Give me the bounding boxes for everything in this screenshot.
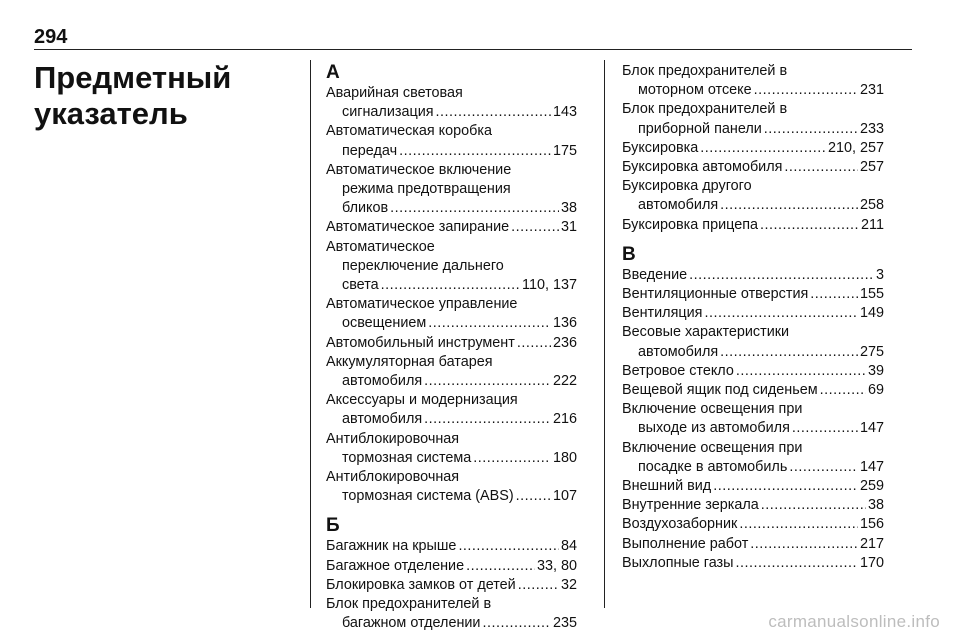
index-entry[interactable] bbox=[622, 323, 884, 361]
index-entry-line bbox=[326, 576, 577, 595]
index-entry[interactable] bbox=[326, 122, 577, 160]
page-reference[interactable]: 33, 80 bbox=[536, 557, 577, 574]
index-entry-text: приборной панели bbox=[638, 120, 762, 137]
index-entry-line bbox=[326, 537, 577, 556]
index-entry[interactable] bbox=[622, 304, 884, 323]
index-entry-line bbox=[326, 557, 577, 576]
index-entry-text: Выполнение работ bbox=[622, 535, 749, 552]
index-entry-text: Автоматическое управление bbox=[326, 296, 518, 313]
index-entry-line bbox=[622, 477, 884, 496]
dot-leader bbox=[736, 362, 866, 381]
index-entry[interactable] bbox=[622, 139, 884, 158]
page-title-line: Предметный bbox=[34, 60, 232, 95]
index-entry-text: тормозная система (ABS) bbox=[342, 488, 514, 505]
index-entry[interactable] bbox=[326, 595, 577, 633]
index-entry-line bbox=[622, 81, 884, 100]
page-title bbox=[34, 60, 231, 132]
page-reference[interactable]: 211 bbox=[861, 216, 884, 233]
index-entry-line bbox=[622, 458, 884, 477]
dot-leader bbox=[424, 372, 551, 391]
index-entry[interactable] bbox=[326, 218, 577, 237]
index-entry-line bbox=[622, 266, 884, 285]
dot-leader bbox=[789, 458, 858, 477]
index-entry-line bbox=[622, 554, 884, 573]
dot-leader bbox=[473, 449, 551, 468]
index-entry-line bbox=[622, 120, 884, 139]
page-reference[interactable]: 84 bbox=[560, 538, 577, 555]
index-entry-text: Внешний вид bbox=[622, 478, 712, 495]
page-reference[interactable]: 236 bbox=[552, 334, 577, 351]
index-entry-line bbox=[622, 177, 884, 196]
index-entry[interactable] bbox=[326, 238, 577, 296]
index-entry-line bbox=[326, 410, 577, 429]
index-entry-line bbox=[622, 304, 884, 323]
index-entry-text: Внутренние зеркала bbox=[622, 497, 759, 514]
index-entry[interactable] bbox=[326, 161, 577, 219]
dot-leader bbox=[736, 554, 858, 573]
index-entry-line bbox=[622, 343, 884, 362]
index-entry[interactable] bbox=[622, 62, 884, 100]
index-entry-text: выходе из автомобиля bbox=[638, 420, 790, 437]
dot-leader bbox=[761, 496, 866, 515]
index-column-2 bbox=[622, 62, 884, 573]
index-entry-text: тормозная система bbox=[342, 449, 472, 466]
dot-leader bbox=[792, 419, 858, 438]
page-title-line: указатель bbox=[34, 96, 188, 131]
page-reference[interactable]: 155 bbox=[859, 286, 884, 303]
dot-leader bbox=[518, 576, 559, 595]
index-entry-line bbox=[326, 103, 577, 122]
dot-leader bbox=[704, 304, 858, 323]
index-entry-line bbox=[622, 196, 884, 215]
index-entry[interactable] bbox=[622, 381, 884, 400]
dot-leader bbox=[764, 120, 858, 139]
page-reference[interactable]: 222 bbox=[552, 373, 577, 390]
index-entry[interactable] bbox=[622, 285, 884, 304]
index-entry-text: бликов bbox=[342, 200, 389, 217]
dot-leader bbox=[466, 557, 535, 576]
dot-leader bbox=[424, 410, 551, 429]
index-entry-line bbox=[326, 334, 577, 353]
page-reference[interactable]: 147 bbox=[859, 420, 884, 437]
index-entry-line bbox=[326, 468, 577, 487]
index-entry-text: багажном отделении bbox=[342, 615, 481, 632]
index-entry[interactable] bbox=[622, 477, 884, 496]
section-letter: Б bbox=[326, 515, 340, 537]
dot-leader bbox=[784, 158, 858, 177]
page-reference[interactable]: 156 bbox=[859, 516, 884, 533]
index-entry-text: Автоматическое запирание bbox=[326, 219, 510, 236]
page-reference[interactable]: 39 bbox=[867, 362, 884, 379]
index-entry-line bbox=[326, 295, 577, 314]
index-entry[interactable] bbox=[326, 430, 577, 468]
index-entry-line bbox=[326, 142, 577, 161]
index-entry-text: Блок предохранителей в bbox=[622, 63, 788, 79]
index-entry-line bbox=[622, 381, 884, 400]
dot-leader bbox=[689, 266, 874, 285]
page-reference[interactable]: 180 bbox=[552, 449, 577, 466]
index-entry-text: автомобиля bbox=[638, 343, 719, 360]
dot-leader bbox=[720, 196, 858, 215]
index-entry[interactable] bbox=[326, 557, 577, 576]
index-entry-text: Автоматическая коробка bbox=[326, 123, 492, 140]
dot-leader bbox=[482, 614, 551, 633]
dot-leader bbox=[750, 535, 858, 554]
page-reference[interactable]: 275 bbox=[859, 343, 884, 360]
index-entry-line bbox=[622, 439, 884, 458]
dot-leader bbox=[810, 285, 858, 304]
index-entry-line bbox=[622, 400, 884, 419]
index-entry-text: Вещевой ящик под сиденьем bbox=[622, 382, 818, 399]
dot-leader bbox=[700, 139, 826, 158]
watermark: carmanualsonline.info bbox=[768, 612, 940, 631]
dot-leader bbox=[754, 81, 858, 100]
dot-leader bbox=[760, 216, 859, 235]
index-entry-line bbox=[622, 419, 884, 438]
index-entry-text: Автомобильный инструмент bbox=[326, 334, 515, 351]
page-reference[interactable]: 38 bbox=[560, 200, 577, 217]
index-entry-line bbox=[622, 323, 884, 342]
page-reference[interactable]: 149 bbox=[859, 305, 884, 322]
index-entry[interactable] bbox=[622, 515, 884, 534]
section-letter: А bbox=[326, 62, 340, 83]
page-reference[interactable]: 210, 257 bbox=[827, 139, 884, 156]
index-entry-text: Введение bbox=[622, 266, 688, 283]
index-entry[interactable] bbox=[622, 266, 884, 285]
page-reference[interactable]: 217 bbox=[859, 535, 884, 552]
index-entry-text: сигнализация bbox=[342, 104, 434, 121]
dot-leader bbox=[458, 537, 559, 556]
index-entry[interactable] bbox=[622, 100, 884, 138]
index-entry-line bbox=[326, 161, 577, 180]
index-entry-line bbox=[622, 515, 884, 534]
page-reference[interactable]: 175 bbox=[552, 142, 577, 159]
index-entry[interactable] bbox=[622, 535, 884, 554]
index-entry-line bbox=[326, 314, 577, 333]
index-entry[interactable] bbox=[326, 468, 577, 506]
page-reference[interactable]: 143 bbox=[552, 104, 577, 121]
index-entry-text: света bbox=[342, 277, 379, 294]
page-reference[interactable]: 110, 137 bbox=[522, 277, 577, 294]
index-column-1 bbox=[326, 62, 577, 633]
index-entry-line bbox=[326, 595, 577, 614]
index-entry-text: передач bbox=[342, 142, 398, 159]
index-entry[interactable] bbox=[622, 216, 884, 235]
index-entry-text: Багажное отделение bbox=[326, 557, 465, 574]
index-entry[interactable] bbox=[622, 177, 884, 215]
index-entry[interactable] bbox=[326, 576, 577, 595]
index-entry-line bbox=[326, 430, 577, 449]
index-entry-line bbox=[622, 158, 884, 177]
index-entry[interactable] bbox=[326, 295, 577, 333]
index-entry-text: Воздухозаборник bbox=[622, 516, 738, 533]
page-reference[interactable]: 3 bbox=[875, 266, 884, 283]
index-entry-text: моторном отсеке bbox=[638, 82, 752, 99]
index-entry-text: Буксировка прицепа bbox=[622, 216, 758, 233]
column-divider bbox=[604, 60, 605, 608]
dot-leader bbox=[436, 103, 551, 122]
index-entry[interactable] bbox=[326, 391, 577, 429]
page-reference[interactable]: 257 bbox=[859, 159, 884, 176]
index-entry-line bbox=[622, 62, 884, 81]
index-entry-line bbox=[622, 285, 884, 304]
index-entry-line bbox=[326, 391, 577, 410]
index-entry-text: Антиблокировочная bbox=[326, 469, 460, 486]
index-entry[interactable] bbox=[622, 158, 884, 177]
dot-leader bbox=[390, 199, 559, 218]
index-entry[interactable] bbox=[622, 439, 884, 477]
index-entry-text: Аксессуары и модернизация bbox=[326, 392, 518, 409]
page-number: 294 bbox=[34, 26, 68, 48]
index-entry-text: Автоматическое bbox=[326, 238, 435, 255]
index-entry[interactable] bbox=[622, 554, 884, 573]
index-entry-line bbox=[326, 218, 577, 237]
index-entry-line bbox=[326, 276, 577, 295]
page-reference[interactable]: 258 bbox=[859, 197, 884, 214]
dot-leader bbox=[517, 334, 551, 353]
dot-leader bbox=[713, 477, 858, 496]
page-reference[interactable]: 107 bbox=[552, 488, 577, 505]
index-entry-text: Багажник на крыше bbox=[326, 538, 457, 555]
index-entry-text: освещением bbox=[342, 315, 427, 332]
header-rule bbox=[34, 49, 912, 50]
dot-leader bbox=[428, 314, 551, 333]
index-entry[interactable] bbox=[326, 84, 577, 122]
index-entry[interactable] bbox=[326, 353, 577, 391]
index-entry[interactable] bbox=[326, 334, 577, 353]
index-entry-line bbox=[326, 122, 577, 141]
index-entry-line bbox=[326, 257, 577, 276]
index-entry-text: Буксировка bbox=[622, 139, 699, 156]
index-entry-text: автомобиля bbox=[638, 197, 719, 214]
index-entry-line bbox=[622, 139, 884, 158]
index-entry-line bbox=[326, 449, 577, 468]
index-entry-line bbox=[622, 216, 884, 235]
page-reference[interactable]: 31 bbox=[560, 219, 577, 236]
index-entry-text: Буксировка автомобиля bbox=[622, 159, 783, 176]
column-divider bbox=[310, 60, 311, 608]
index-entry[interactable] bbox=[622, 400, 884, 438]
index-entry-text: Аккумуляторная батарея bbox=[326, 353, 493, 370]
dot-leader bbox=[516, 487, 551, 506]
index-entry-line bbox=[326, 614, 577, 633]
index-entry-text: автомобиля bbox=[342, 411, 423, 428]
index-entry[interactable] bbox=[622, 496, 884, 515]
index-entry-text: Автоматическое включение bbox=[326, 161, 512, 178]
page-reference[interactable]: 38 bbox=[867, 497, 884, 514]
index-entry-text: Ветровое стекло bbox=[622, 362, 734, 379]
page-reference[interactable]: 259 bbox=[859, 478, 884, 495]
index-entry-text: Блок предохранителей в bbox=[326, 596, 492, 613]
index-entry-line bbox=[326, 353, 577, 372]
index-entry-line bbox=[326, 372, 577, 391]
dot-leader bbox=[381, 276, 520, 295]
index-entry-text: автомобиля bbox=[342, 373, 423, 390]
dot-leader bbox=[399, 142, 551, 161]
section-letter: В bbox=[622, 243, 636, 265]
index-entry-line bbox=[622, 496, 884, 515]
index-entry[interactable] bbox=[622, 362, 884, 381]
page-reference[interactable]: 147 bbox=[859, 458, 884, 475]
index-entry-line bbox=[622, 535, 884, 554]
index-entry-line bbox=[622, 100, 884, 119]
page-reference[interactable]: 32 bbox=[560, 576, 577, 593]
dot-leader bbox=[820, 381, 866, 400]
index-entry-line bbox=[326, 180, 577, 199]
index-entry-line bbox=[326, 199, 577, 218]
index-entry-text: Весовые характеристики bbox=[622, 324, 790, 341]
page-reference[interactable]: 233 bbox=[859, 120, 884, 137]
page-reference[interactable]: 170 bbox=[859, 554, 884, 571]
index-entry-text: посадке в автомобиль bbox=[638, 458, 788, 475]
page-reference[interactable]: 69 bbox=[867, 382, 884, 399]
index-entry-text: переключение дальнего bbox=[342, 257, 504, 274]
page-reference[interactable]: 216 bbox=[552, 411, 577, 428]
dot-leader bbox=[739, 515, 858, 534]
index-entry-text: Аварийная световая bbox=[326, 85, 463, 101]
page-reference[interactable]: 235 bbox=[552, 615, 577, 632]
index-entry-text: Выхлопные газы bbox=[622, 554, 734, 571]
index-entry[interactable] bbox=[326, 537, 577, 556]
index-entry-text: Включение освещения при bbox=[622, 401, 803, 418]
index-entry-text: Включение освещения при bbox=[622, 439, 803, 456]
dot-leader bbox=[511, 218, 559, 237]
index-entry-line bbox=[326, 84, 577, 103]
page-reference[interactable]: 136 bbox=[552, 315, 577, 332]
index-entry-line bbox=[326, 238, 577, 257]
index-entry-text: Вентиляционные отверстия bbox=[622, 286, 809, 303]
index-entry-text: Блок предохранителей в bbox=[622, 101, 788, 118]
index-entry-text: режима предотвращения bbox=[342, 181, 511, 198]
index-entry-text: Антиблокировочная bbox=[326, 430, 460, 447]
index-entry-line bbox=[622, 362, 884, 381]
index-entry-text: Блокировка замков от детей bbox=[326, 576, 516, 593]
page-reference[interactable]: 231 bbox=[859, 82, 884, 99]
index-entry-text: Буксировка другого bbox=[622, 178, 752, 195]
index-entry-text: Вентиляция bbox=[622, 305, 703, 322]
index-entry-line bbox=[326, 487, 577, 506]
dot-leader bbox=[720, 343, 858, 362]
